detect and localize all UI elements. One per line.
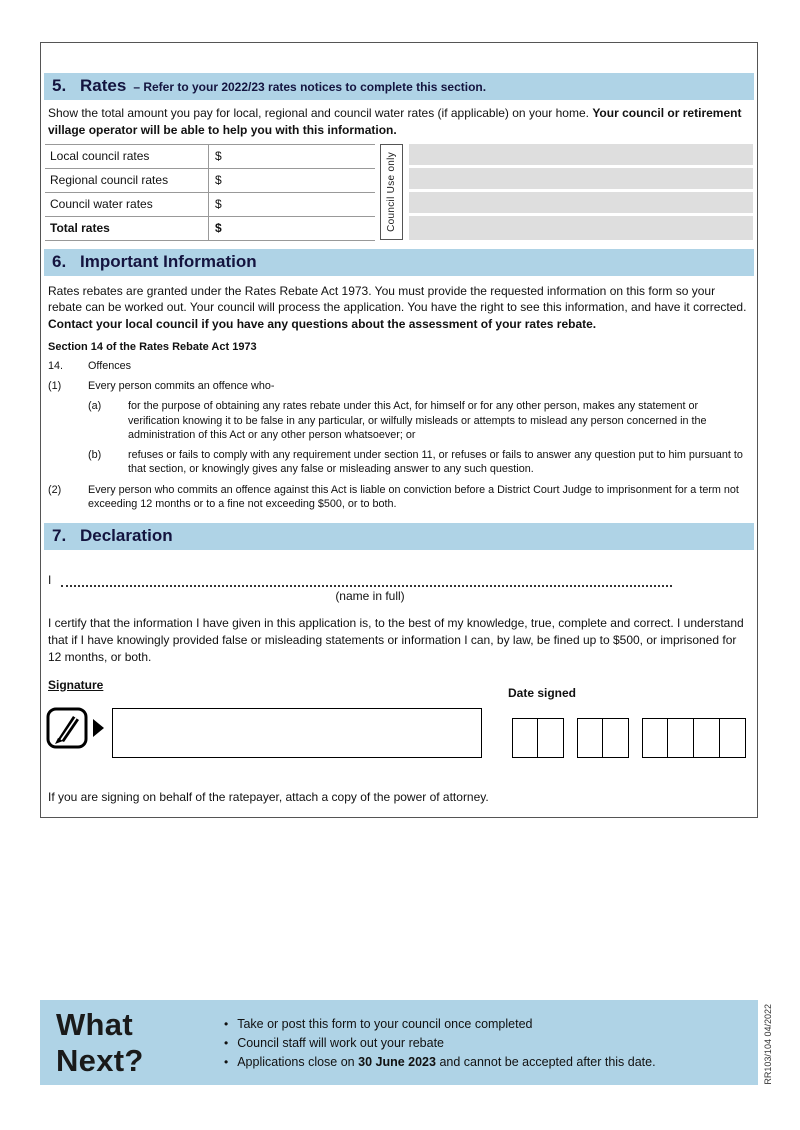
council-use-box [409, 192, 753, 216]
date-day-cell[interactable] [538, 718, 564, 758]
rate-row-local-council [45, 145, 375, 169]
rates-table [45, 144, 753, 240]
form-body [40, 42, 758, 818]
what-next-bullets [224, 1012, 656, 1074]
rate-row-council-water [45, 193, 375, 217]
form-code [760, 1000, 776, 1088]
council-water-rates-input[interactable] [222, 193, 375, 216]
council-use-box [409, 216, 753, 240]
clause-text: Offences [88, 359, 132, 372]
rate-row-label: Regional council rates [50, 173, 169, 188]
form-code-text: RR103/104 04/2022 [763, 1003, 773, 1085]
footer-bullet-date: 30 June 2023 [358, 1054, 436, 1069]
council-use-boxes [409, 144, 753, 240]
clause-number: (1) [48, 380, 62, 393]
footer-bullet-text-post: and cannot be accepted after this date. [439, 1054, 656, 1069]
date-month-cell[interactable] [603, 718, 629, 758]
date-year-cell[interactable] [694, 718, 720, 758]
name-row [48, 572, 750, 587]
rate-row-total [45, 217, 375, 241]
date-year-group [642, 718, 746, 758]
local-council-rates-input[interactable] [222, 145, 375, 168]
bullet-icon: • [224, 1016, 229, 1031]
bullet-icon: • [224, 1035, 229, 1050]
act-clause-14 [48, 359, 750, 373]
rates-intro-text: Show the total amount you pay for local, regional and council water rates (if applicable) on your home. [48, 106, 589, 120]
rate-row-label: Council water rates [50, 197, 153, 212]
date-day-group [512, 718, 564, 758]
signature-area [44, 678, 754, 784]
footer-bullet-text: Council staff will work out your rebate [237, 1035, 445, 1050]
council-use-only-strip [380, 144, 403, 240]
rate-amount-cell [208, 169, 375, 192]
section-subtitle: – Refer to your 2022/23 rates notices to complete this section. [133, 80, 487, 94]
date-day-cell[interactable] [512, 718, 538, 758]
clause-number: (b) [88, 449, 102, 462]
footer-bullet-text-pre: Applications close on [237, 1054, 355, 1069]
i-label: I [48, 573, 52, 588]
footer-bullet [224, 1055, 656, 1069]
bullet-icon: • [224, 1054, 229, 1069]
signature-pen-icon [46, 706, 106, 757]
name-input-line[interactable] [61, 572, 672, 587]
date-signed-label: Date signed [508, 685, 577, 700]
act-section-heading: Section 14 of the Rates Rebate Act 1973 [48, 340, 257, 353]
date-year-cell[interactable] [668, 718, 694, 758]
clause-number: (a) [88, 400, 102, 413]
council-use-box [409, 144, 753, 168]
important-info-intro [48, 283, 750, 333]
rates-intro-bold: Your council or retirement village operator will be able to help you with this information. [48, 106, 742, 137]
section-title: Declaration [80, 526, 173, 546]
total-rates-input[interactable] [222, 217, 375, 240]
important-info-text: Rates rebates are granted under the Rates Rebate Act 1973. You must provide the requested information on this form so your rebate can be worked out. Your council will process the application. You have the right to see this information, and have it corrected. [48, 283, 747, 315]
section-title: Rates [80, 76, 127, 95]
rate-amount-cell [208, 193, 375, 216]
section-title: Important Information [80, 251, 257, 271]
date-month-group [577, 718, 629, 758]
top-spacer [44, 43, 754, 73]
footer-bullet-text: Take or post this form to your council once completed [237, 1016, 533, 1031]
clause-number: (2) [48, 483, 62, 496]
rate-amount-cell [208, 217, 375, 240]
dollar-sign: $ [215, 173, 222, 188]
footer-bullet-text [237, 1055, 655, 1069]
footer-bullet [224, 1036, 656, 1050]
signature-label: Signature [48, 677, 104, 692]
act-clause-2 [48, 483, 750, 512]
what-next-footer [40, 1000, 758, 1085]
regional-council-rates-input[interactable] [222, 169, 375, 192]
rate-amount-cell [208, 145, 375, 168]
important-info-bold: Contact your local council if you have any questions about the assessment of your rates rebate. [48, 317, 597, 332]
rates-intro [48, 105, 750, 139]
section-7-declaration-header [44, 523, 754, 550]
section-number: 6. [52, 251, 67, 271]
rate-row-label: Total rates [50, 221, 110, 236]
power-of-attorney-note: If you are signing on behalf of the ratepayer, attach a copy of the power of attorney. [48, 789, 489, 804]
section-5-rates-header [44, 73, 754, 100]
date-signed-boxes [512, 718, 746, 758]
certify-statement: I certify that the information I have given in this application is, to the best of my knowledge, true, complete and correct. I understand that if I have knowingly provided false or misleading statements or information I can, by law, be fined up to $500, or imprisoned for 12 months, or both. [48, 616, 744, 664]
section-number: 5. [52, 76, 67, 95]
act-clause-1a [88, 399, 750, 442]
date-year-cell[interactable] [642, 718, 668, 758]
clause-text: refuses or fails to comply with any requirement under section 11, or refuses or fails to answer any question put to him pursuant to that section, or knowingly gives any false or misleading answer to any such question. [128, 449, 743, 476]
council-use-box [409, 168, 753, 192]
clause-text: for the purpose of obtaining any rates rebate under this Act, for himself or for any other person, makes any statement or verification knowing it to be false in any particular, or wilfully misleads or attempts to mislead any person concerned in the administration of this Act or any other person whatsoever; or [128, 400, 707, 441]
dollar-sign: $ [215, 221, 222, 236]
section-number: 7. [52, 526, 67, 546]
clause-text: Every person commits an offence who- [88, 380, 275, 393]
clause-text: Every person who commits an offence against this Act is liable on conviction before a District Court Judge to imprisonment for a term not exceeding 12 months or to a fine not exceeding $500, or to both. [88, 483, 739, 510]
name-in-full-hint: (name in full) [335, 589, 405, 604]
dollar-sign: $ [215, 197, 222, 212]
council-use-only-label: Council Use only [386, 151, 397, 232]
what-next-title: What Next? [56, 1006, 144, 1078]
signature-input-box[interactable] [112, 708, 482, 758]
rate-row-label: Local council rates [50, 149, 150, 164]
date-month-cell[interactable] [577, 718, 603, 758]
clause-number: 14. [48, 359, 64, 372]
act-clause-1b [88, 448, 750, 477]
dollar-sign: $ [215, 149, 222, 164]
rates-table-left [45, 144, 375, 240]
footer-bullet [224, 1017, 656, 1031]
rate-row-regional-council [45, 169, 375, 193]
act-clause-1 [48, 379, 750, 393]
section-6-important-information-header [44, 249, 754, 276]
date-year-cell[interactable] [720, 718, 746, 758]
